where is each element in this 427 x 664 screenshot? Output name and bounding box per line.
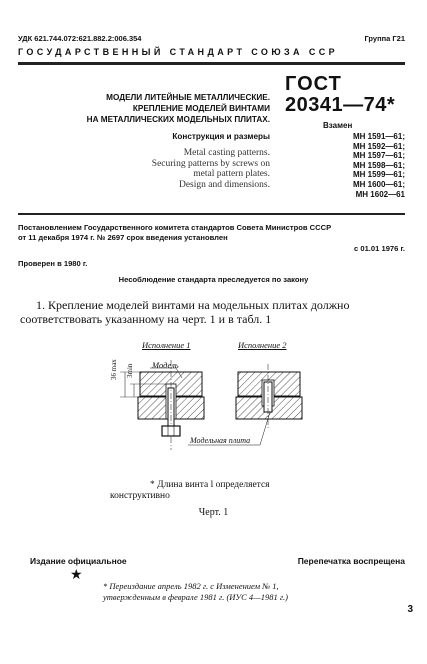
decree-text (18, 223, 331, 243)
replaces-label: Взамен (323, 121, 353, 130)
title-en-line: Securing patterns by screws on (151, 158, 270, 169)
decree-line: Постановлением Государственного комитета стандартов Совета Министров СССР (18, 223, 332, 232)
page-number: 3 (407, 604, 413, 615)
gost-label: ГОСТ (285, 73, 342, 95)
reprint-prohibited: Перепечатка воспрещена (297, 556, 405, 566)
star-icon: ★ (70, 566, 83, 582)
decree-rule (18, 213, 405, 215)
dimension-36-max: 36 max (110, 359, 118, 380)
title-en-line: Metal casting patterns. (183, 148, 270, 158)
decree-line: от 11 декабря 1974 г. № 2697 срок введения установлен (18, 233, 228, 242)
title-en-line: metal pattern plates. (193, 169, 270, 179)
figure-label-version-1: Исполнение 1 (142, 340, 191, 350)
title-en-line: Design and dimensions. (178, 179, 270, 190)
figure-label-version-2: Исполнение 2 (238, 340, 287, 350)
reprint-line: утвержденным в феврале 1981 г. (ИУС 4—1981 г.) (103, 592, 289, 602)
clause-line: соответствовать указанному на черт. 1 и в табл. 1 (20, 312, 272, 326)
figure-footnote (110, 480, 270, 502)
title-ru-subtitle: Конструкция и размеры (172, 132, 270, 141)
edition-official: Издание официальное (30, 556, 127, 566)
figure-caption: Черт. 1 (198, 507, 229, 518)
title-ru (30, 92, 270, 125)
header-rule (18, 62, 405, 65)
title-en (30, 148, 270, 190)
reprint-note (103, 581, 288, 603)
replaced-standard: МН 1597—61; (352, 151, 405, 161)
figure-label-plate: Модельная плита (190, 436, 251, 445)
footnote-line: конструктивно (110, 491, 170, 501)
replaced-standard: МН 1602—61 (355, 189, 405, 199)
title-ru-line: МОДЕЛИ ЛИТЕЙНЫЕ МЕТАЛЛИЧЕСКИЕ. (106, 93, 270, 102)
title-ru-line: НА МЕТАЛЛИЧЕСКИХ МОДЕЛЬНЫХ ПЛИТАХ. (86, 115, 270, 124)
reprint-line: * Переиздание апрель 1982 г. с Изменением № 1, (103, 581, 279, 591)
checked-year: Проверен в 1980 г. (18, 259, 88, 268)
replaced-standard: МН 1599—61; (352, 170, 405, 180)
replaced-standards-list (353, 132, 405, 199)
dimension-3-min: 3min (126, 363, 134, 378)
replaced-standard: МН 1592—61; (352, 141, 405, 151)
figure-label-model: Модель (152, 360, 179, 370)
clause-1 (20, 298, 350, 326)
title-ru-line: КРЕПЛЕНИЕ МОДЕЛЕЙ ВИНТАМИ (132, 104, 270, 113)
state-standard-banner: ГОСУДАРСТВЕННЫЙ СТАНДАРТ СОЮЗА ССР (18, 47, 339, 57)
version-2-section (188, 364, 302, 445)
group-code: Группа Г21 (364, 34, 405, 43)
gost-number: 20341—74* (285, 94, 396, 116)
effective-date: с 01.01 1976 г. (354, 244, 405, 253)
replaced-standard: МН 1598—61; (352, 160, 405, 170)
clause-line: 1. Крепление моделей винтами на модельных плитах должно (36, 298, 350, 312)
udk-code: УДК 621.744.072:621.882.2:006.354 (18, 34, 142, 43)
drawing-1 (110, 340, 330, 465)
replaced-standard: МН 1591—61; (352, 132, 405, 141)
footnote-line: * Длина винта l определяется (150, 480, 270, 490)
legal-warning: Несоблюдение стандарта преследуется по закону (118, 275, 309, 284)
replaced-standard: МН 1600—61; (352, 179, 405, 189)
